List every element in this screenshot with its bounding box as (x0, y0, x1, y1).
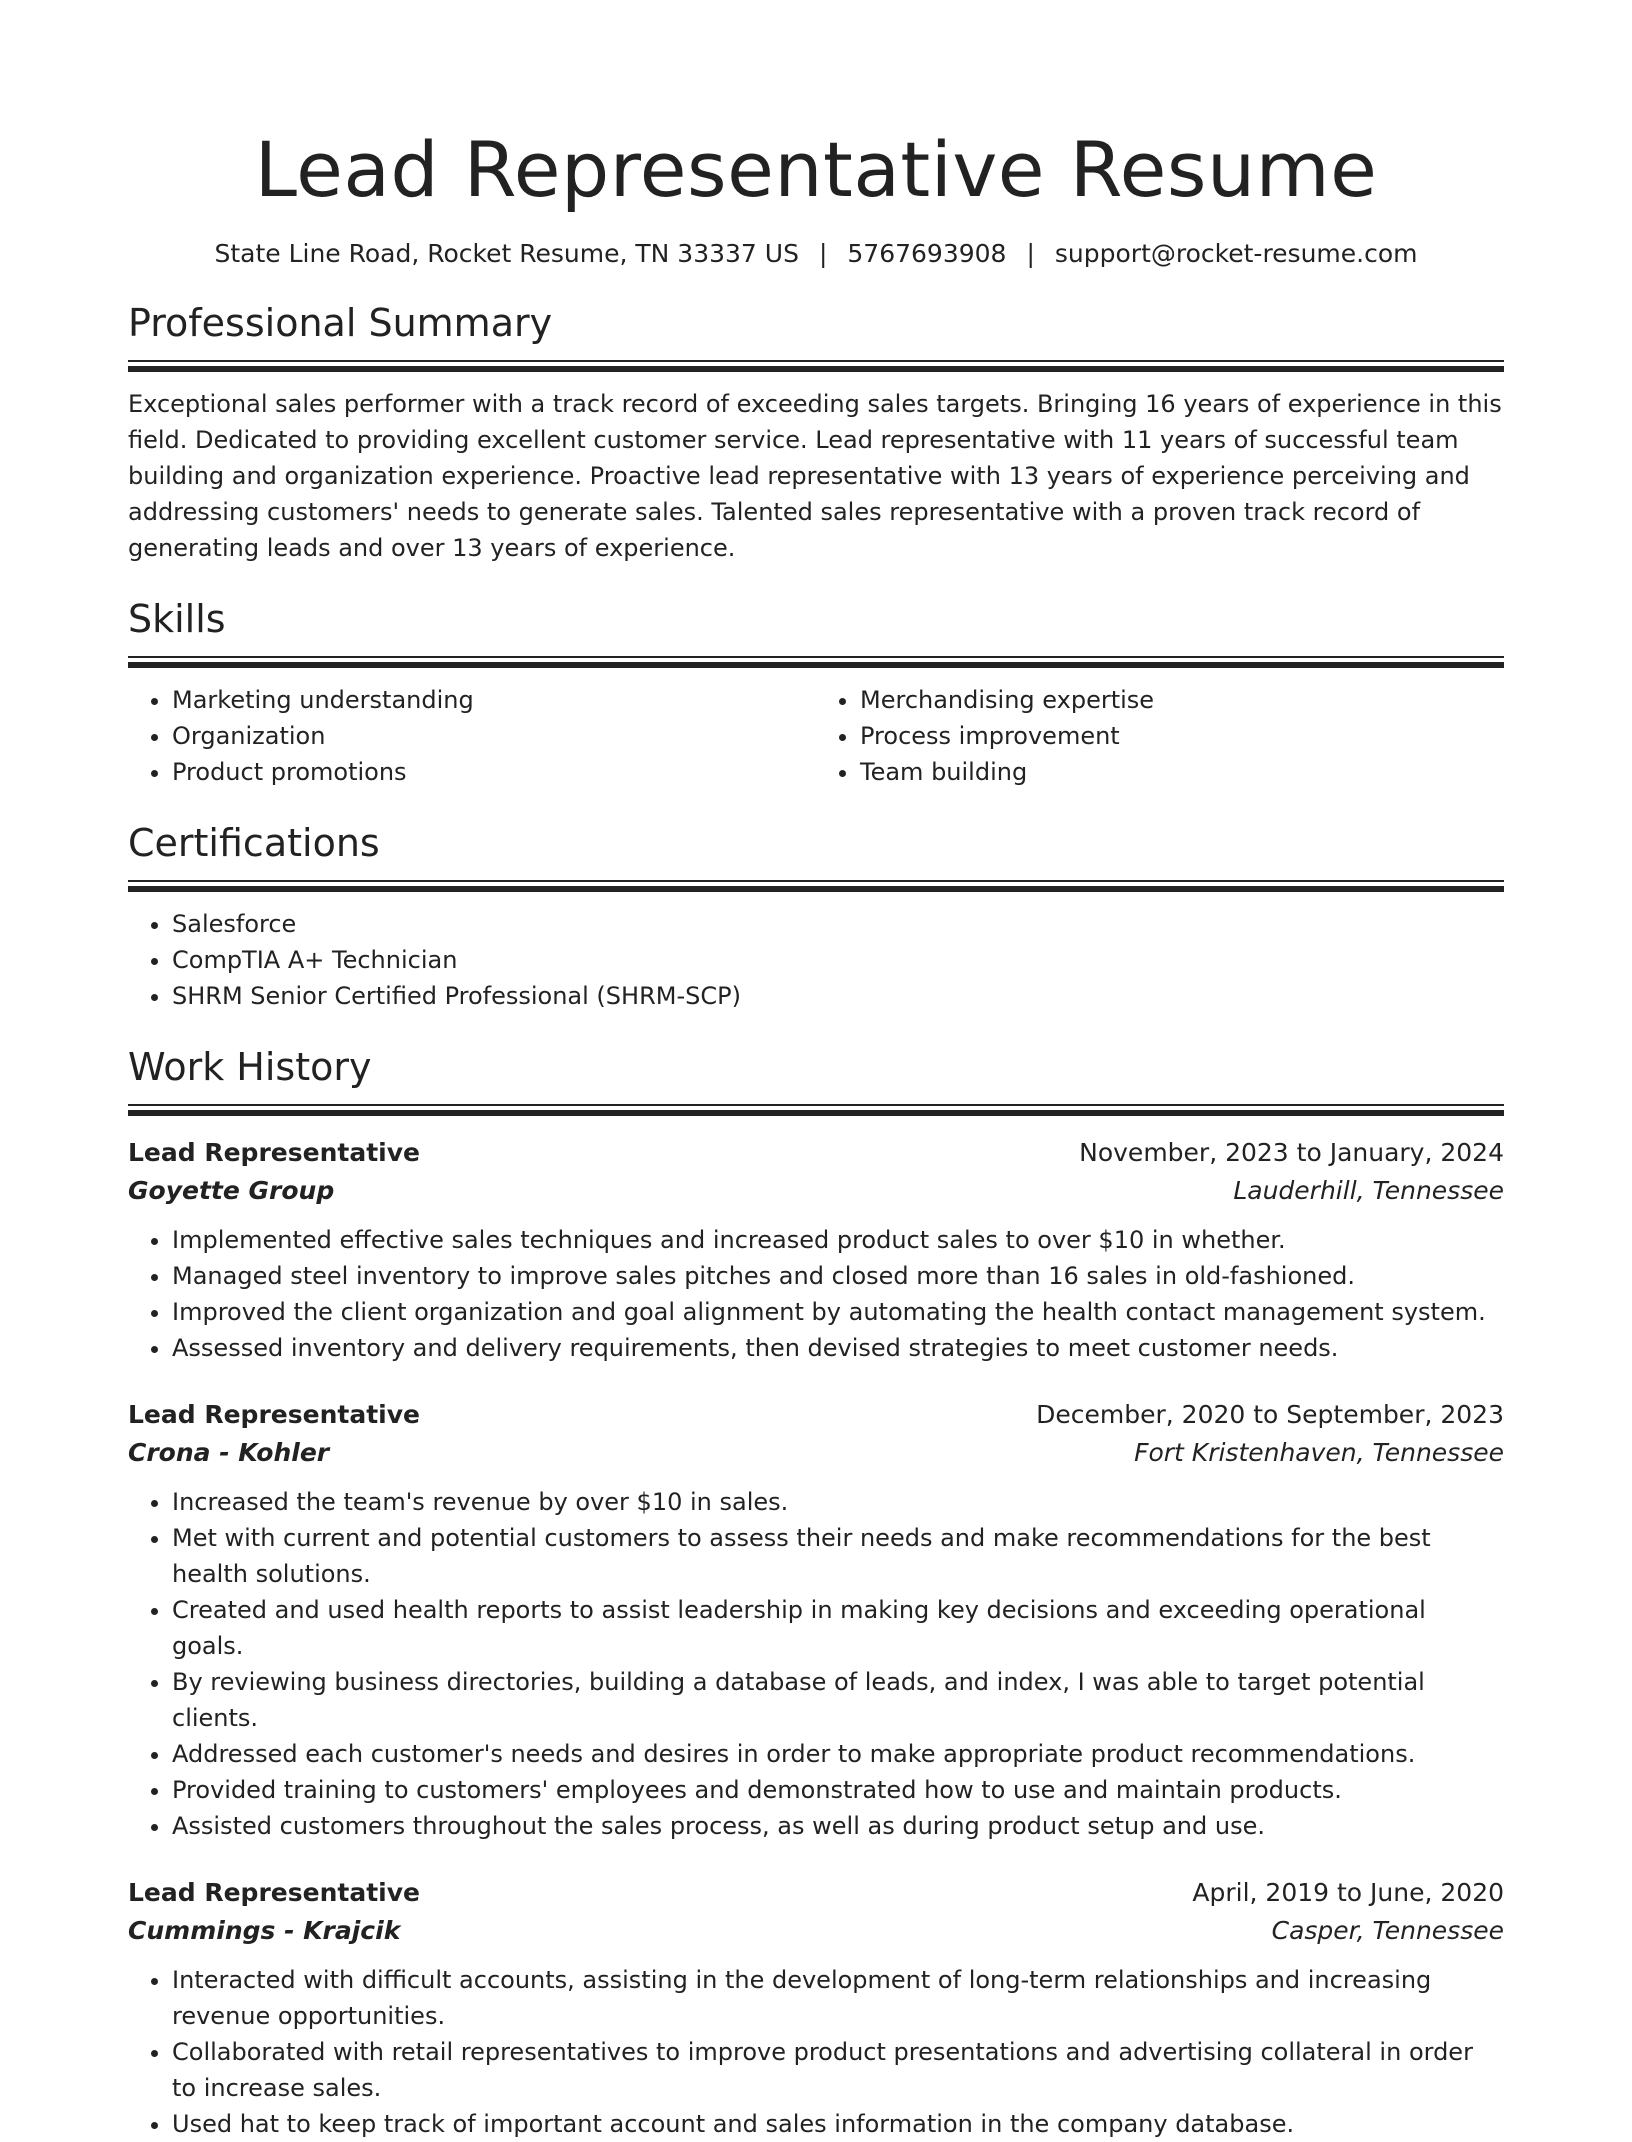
certification-item: • Salesforce (172, 906, 1504, 942)
skills-column-right (816, 682, 1504, 790)
contact-separator: | (818, 239, 828, 268)
section-divider (128, 360, 1504, 372)
job-bullet: • Used hat to keep track of important account and sales information in the company database. (172, 2106, 1504, 2142)
job-bullet: • Assessed inventory and delivery requirements, then devised strategies to meet customer needs. (172, 1330, 1504, 1366)
job-company: Cummings - Krajcik (128, 1916, 401, 1945)
contact-separator: | (1026, 239, 1035, 268)
contact-address: State Line Road, Rocket Resume, TN 33337 US (214, 239, 799, 268)
section-heading: Work History (128, 1045, 372, 1089)
job-title: Lead Representative (128, 1878, 420, 1907)
certification-item: • CompTIA A+ Technician (172, 942, 1504, 978)
job-company: Crona - Kohler (128, 1438, 330, 1467)
job-bullets (128, 1222, 1504, 1366)
job-location: Fort Kristenhaven, Tennessee (1134, 1438, 1504, 1467)
skill-item: • Process improvement (860, 718, 1504, 754)
job-bullets (128, 1962, 1504, 2142)
job-subheader (128, 1172, 1504, 1210)
job-company: Goyette Group (128, 1176, 335, 1205)
job-bullet: • Assisted customers throughout the sales process, as well as during product setup and use. (172, 1808, 1504, 1844)
job-bullet: • Increased the team's revenue by over $10 in sales. (172, 1484, 1504, 1520)
section-certifications (128, 818, 1504, 1014)
contact-phone: 5767693908 (847, 239, 1007, 268)
job-title: Lead Representative (128, 1138, 420, 1167)
job-dates: November, 2023 to January, 2024 (1079, 1138, 1504, 1167)
job-header (128, 1874, 1504, 1912)
section-summary (128, 298, 1504, 566)
summary-text: Exceptional sales performer with a track record of exceeding sales targets. Bringing 16 years of experience in this field. Dedicated to providing excellent customer service. Lead representative with 11 years of successful team building and organization experience. Proactive lead representative with 13 years of experience perceiving and addressing customers' needs to generate sales. Talented sales representative with a proven track record of generating leads and over 13 years of experience. (128, 390, 1502, 562)
job-bullet: • Met with current and potential customers to assess their needs and make recommendations for the best health solutions. (172, 1520, 1504, 1592)
section-work-history (128, 1042, 1504, 2142)
job-bullet: • Addressed each customer's needs and desires in order to make appropriate product recommendations. (172, 1736, 1504, 1772)
certification-list (128, 906, 1504, 1014)
section-divider (128, 656, 1504, 668)
job-dates: December, 2020 to September, 2023 (1036, 1400, 1504, 1429)
section-heading: Professional Summary (128, 301, 553, 345)
job-bullet: • Provided training to customers' employees and demonstrated how to use and maintain products. (172, 1772, 1504, 1808)
job-title: Lead Representative (128, 1400, 420, 1429)
skill-item: • Marketing understanding (172, 682, 816, 718)
resume-title: Lead Representative Resume (254, 125, 1378, 214)
job-bullet: • Interacted with difficult accounts, assisting in the development of long-term relationships and increasing revenue opportunities. (172, 1962, 1504, 2034)
job-header (128, 1396, 1504, 1434)
job-location: Lauderhill, Tennessee (1233, 1176, 1504, 1205)
job-bullet: • Managed steel inventory to improve sales pitches and closed more than 16 sales in old-fashioned. (172, 1258, 1504, 1294)
section-divider (128, 1104, 1504, 1116)
job-entry (128, 1396, 1504, 1844)
section-divider (128, 880, 1504, 892)
job-entry (128, 1874, 1504, 2142)
job-subheader (128, 1434, 1504, 1472)
job-bullets (128, 1484, 1504, 1844)
certification-item: • SHRM Senior Certified Professional (SHRM-SCP) (172, 978, 1504, 1014)
section-skills (128, 594, 1504, 790)
job-bullet: • Created and used health reports to assist leadership in making key decisions and exceeding operational goals. (172, 1592, 1504, 1664)
skills-grid (128, 668, 1504, 790)
contact-email: support@rocket-resume.com (1054, 239, 1418, 268)
job-entry (128, 1134, 1504, 1366)
job-location: Casper, Tennessee (1271, 1916, 1504, 1945)
skill-item: • Organization (172, 718, 816, 754)
contact-line (128, 236, 1504, 272)
job-bullet: • Improved the client organization and goal alignment by automating the health contact management system. (172, 1294, 1504, 1330)
skill-item: • Product promotions (172, 754, 816, 790)
job-bullet: • Implemented effective sales techniques and increased product sales to over $10 in whether. (172, 1222, 1504, 1258)
section-heading: Skills (128, 597, 226, 641)
skill-item: • Merchandising expertise (860, 682, 1504, 718)
job-subheader (128, 1912, 1504, 1950)
job-dates: April, 2019 to June, 2020 (1192, 1878, 1504, 1907)
job-header (128, 1134, 1504, 1172)
job-bullet: • Collaborated with retail representatives to improve product presentations and advertising collateral in order to increase sales. (172, 2034, 1504, 2106)
skill-item: • Team building (860, 754, 1504, 790)
job-bullet: • By reviewing business directories, building a database of leads, and index, I was able to target potential clients. (172, 1664, 1504, 1736)
section-heading: Certifications (128, 821, 380, 865)
skills-column-left (128, 682, 816, 790)
resume-page (128, 0, 1504, 2142)
